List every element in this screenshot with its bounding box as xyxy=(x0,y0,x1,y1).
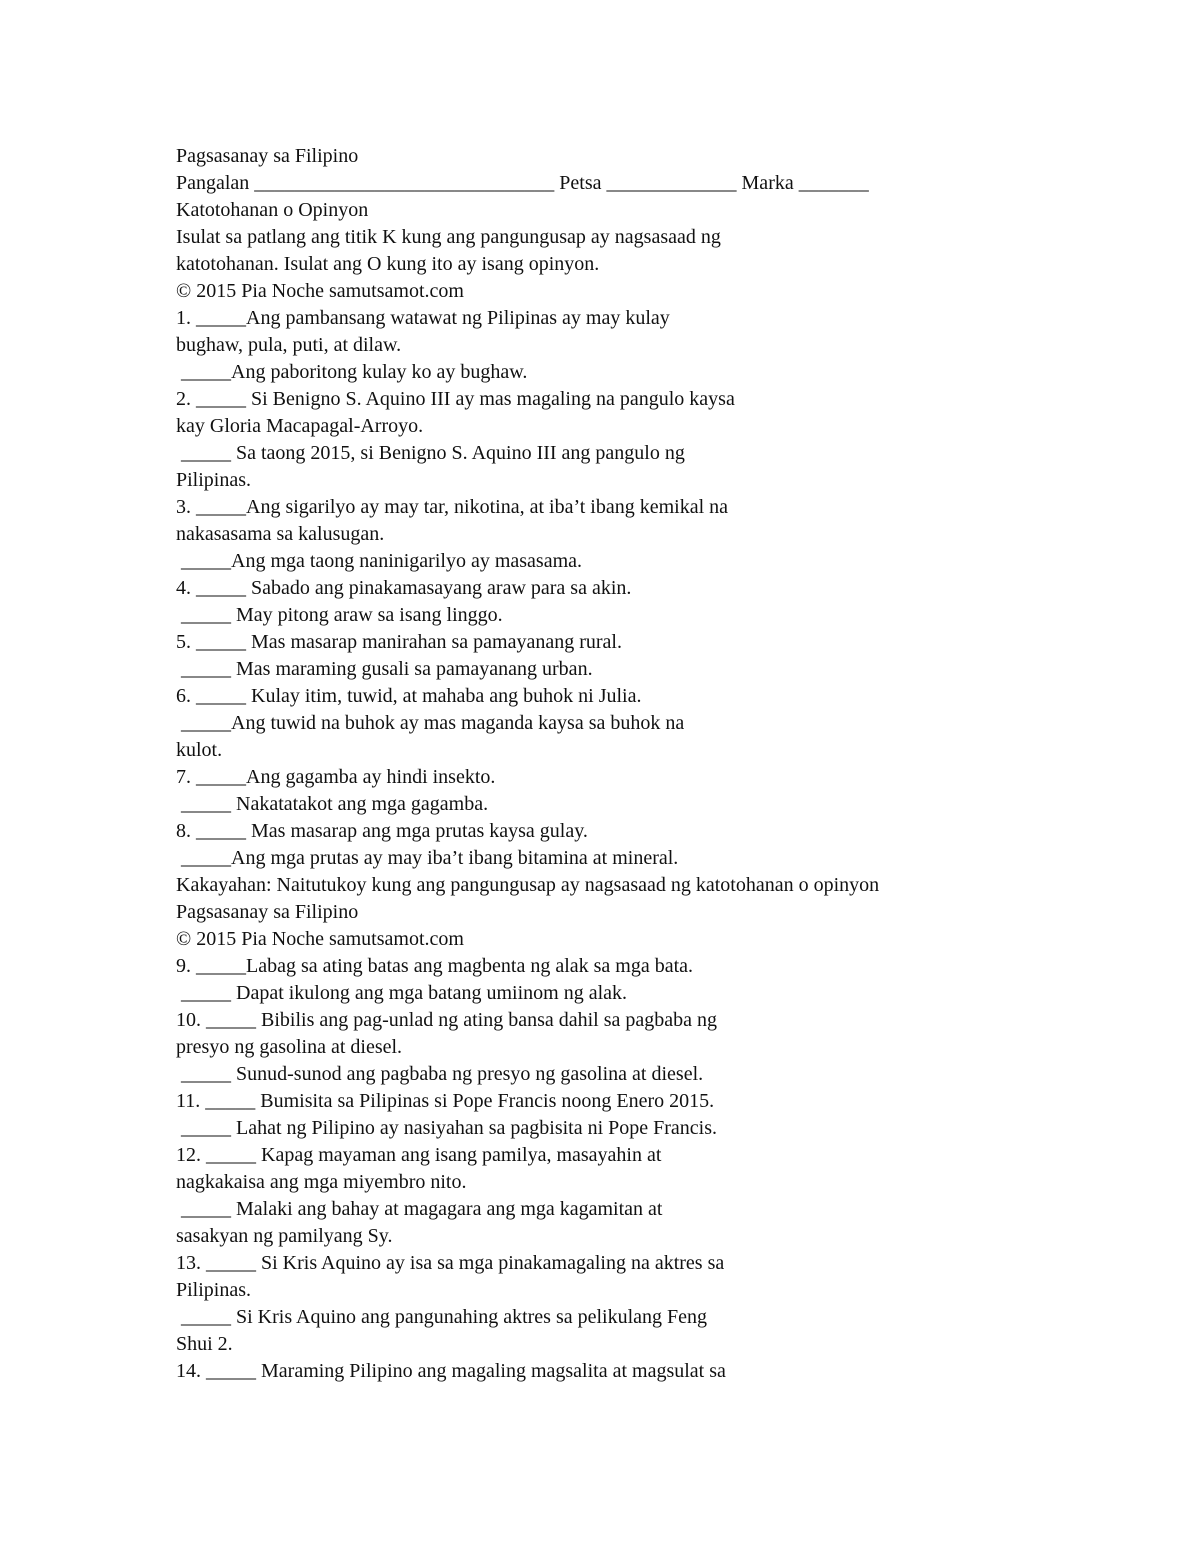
exercise-line: Pilipinas. xyxy=(176,469,252,491)
exercise-line: _____ Lahat ng Pilipino ay nasiyahan sa pagbisita ni Pope Francis. xyxy=(176,1117,718,1139)
exercise-line: nagkakaisa ang mga miyembro nito. xyxy=(176,1171,467,1193)
exercise-line: 13. _____ Si Kris Aquino ay isa sa mga pinakamagaling na aktres sa xyxy=(176,1252,725,1274)
exercise-line: _____ Sa taong 2015, si Benigno S. Aquino III ang pangulo ng xyxy=(176,442,685,464)
exercise-line: _____ Si Kris Aquino ang pangunahing aktres sa pelikulang Feng xyxy=(176,1306,708,1328)
exercise-line: 3. _____Ang sigarilyo ay may tar, nikotina, at iba’t ibang kemikal na xyxy=(176,496,729,518)
exercise-line: 11. _____ Bumisita sa Pilipinas si Pope Francis noong Enero 2015. xyxy=(176,1090,715,1112)
exercise-line: 2. _____ Si Benigno S. Aquino III ay mas magaling na pangulo kaysa xyxy=(176,388,735,410)
exercise-line: _____ May pitong araw sa isang linggo. xyxy=(176,604,503,626)
section-heading: Katotohanan o Opinyon xyxy=(176,199,369,221)
exercise-line: 1. _____Ang pambansang watawat ng Pilipinas ay may kulay xyxy=(176,307,670,329)
exercise-line: 8. _____ Mas masarap ang mga prutas kaysa gulay. xyxy=(176,820,588,842)
exercise-line: Pilipinas. xyxy=(176,1279,252,1301)
worksheet-title: Pagsasanay sa Filipino xyxy=(176,901,359,923)
exercise-line: _____Ang mga taong naninigarilyo ay masasama. xyxy=(176,550,583,572)
copyright-line: © 2015 Pia Noche samutsamot.com xyxy=(176,928,464,950)
instructions-line: katotohanan. Isulat ang O kung ito ay isang opinyon. xyxy=(176,253,600,275)
exercise-line: _____Ang mga prutas ay may iba’t ibang bitamina at mineral. xyxy=(176,847,679,869)
exercise-line: sasakyan ng pamilyang Sy. xyxy=(176,1225,393,1247)
skill-statement: Kakayahan: Naitutukoy kung ang pangungusap ay nagsasaad ng katotohanan o opinyon xyxy=(176,874,880,896)
exercise-line: kay Gloria Macapagal-Arroyo. xyxy=(176,415,424,437)
copyright-line: © 2015 Pia Noche samutsamot.com xyxy=(176,280,464,302)
exercise-line: 4. _____ Sabado ang pinakamasayang araw para sa akin. xyxy=(176,577,632,599)
exercise-line: presyo ng gasolina at diesel. xyxy=(176,1036,403,1058)
exercise-line: 10. _____ Bibilis ang pag-unlad ng ating bansa dahil sa pagbaba ng xyxy=(176,1009,718,1031)
exercise-line: Shui 2. xyxy=(176,1333,233,1355)
worksheet-page xyxy=(176,143,1176,1385)
exercise-line: _____Ang paboritong kulay ko ay bughaw. xyxy=(176,361,528,383)
exercise-line: _____ Nakatatakot ang mga gagamba. xyxy=(176,793,489,815)
exercise-line: _____ Sunud-sunod ang pagbaba ng presyo ng gasolina at diesel. xyxy=(176,1063,704,1085)
exercise-line: 12. _____ Kapag mayaman ang isang pamilya, masayahin at xyxy=(176,1144,662,1166)
worksheet-title: Pagsasanay sa Filipino xyxy=(176,145,359,167)
exercise-line: _____ Mas maraming gusali sa pamayanang urban. xyxy=(176,658,593,680)
exercise-line: _____ Dapat ikulong ang mga batang umiinom ng alak. xyxy=(176,982,628,1004)
exercise-line: kulot. xyxy=(176,739,223,761)
exercise-line: _____ Malaki ang bahay at magagara ang mga kagamitan at xyxy=(176,1198,663,1220)
exercise-line: 5. _____ Mas masarap manirahan sa pamayanang rural. xyxy=(176,631,622,653)
exercise-line: _____Ang tuwid na buhok ay mas maganda kaysa sa buhok na xyxy=(176,712,685,734)
exercise-line: 9. _____Labag sa ating batas ang magbenta ng alak sa mga bata. xyxy=(176,955,694,977)
student-info-line: Pangalan ______________________________ Petsa _____________ Marka _______ xyxy=(176,172,869,194)
exercise-line: 7. _____Ang gagamba ay hindi insekto. xyxy=(176,766,496,788)
exercise-line: bughaw, pula, puti, at dilaw. xyxy=(176,334,402,356)
exercise-line: 14. _____ Maraming Pilipino ang magaling magsalita at magsulat sa xyxy=(176,1360,726,1382)
instructions-line: Isulat sa patlang ang titik K kung ang pangungusap ay nagsasaad ng xyxy=(176,226,721,248)
exercise-line: nakasasama sa kalusugan. xyxy=(176,523,385,545)
exercise-line: 6. _____ Kulay itim, tuwid, at mahaba ang buhok ni Julia. xyxy=(176,685,642,707)
